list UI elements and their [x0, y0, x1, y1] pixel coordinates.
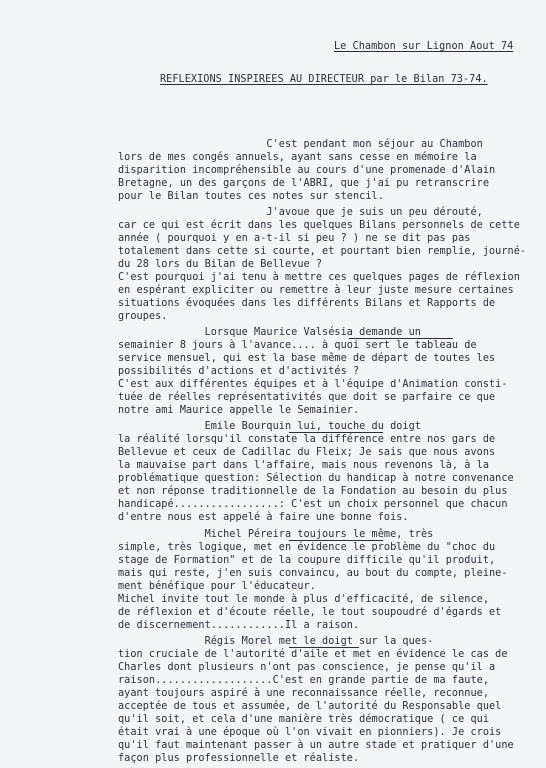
text-line: raison...................C'est en grande partie de ma faute,	[118, 675, 490, 686]
text-line: année ( pourquoi y en a-t-il si peu ? ) ne se dit pas pas	[118, 233, 471, 244]
text-line: en espérant expliciter ou remettre à leur juste mesure certaines	[118, 285, 514, 296]
document-title: REFLEXIONS INSPIREES AU DIRECTEUR par le Bilan 73-74.	[160, 74, 488, 85]
text-line: car ce qui est écrit dans les quelques Bilans personnels de cette	[118, 220, 520, 231]
text-line: et non réponse traditionnelle de la Fondation au besoin du plus	[118, 486, 508, 497]
text-line: service mensuel, qui est la base même de départ de toutes les	[118, 353, 496, 364]
text-line: notre ami Maurice appelle le Semainier.	[118, 405, 360, 416]
header-location-date: Le Chambon sur Lignon Aout 74	[334, 41, 514, 52]
text-line: situations évoquées dans les différents Bilans et Rapports de	[118, 298, 496, 309]
text-line: tion cruciale de l'autorité d'aile et met en évidence le cas de	[118, 649, 508, 660]
text-line: Lorsque Maurice Valsésia demande un	[118, 327, 421, 338]
text-line: du 28 lors du Bilan de Bellevue ?	[118, 259, 323, 270]
text-line: J'avoue que je suis un peu dérouté,	[118, 207, 483, 218]
text-line: tuée de réelles représentativités que doit se parfaire ce que	[118, 392, 496, 403]
text-line: Bretagne, un des garçons de l'ABRI, que j'ai pu retranscrire	[118, 178, 490, 189]
text-line: lors de mes congés annuels, ayant sans cesse en mémoire la	[118, 152, 477, 163]
text-line: totalement dans cette si courte, et pourtant bien remplie, journé-	[118, 246, 527, 257]
text-line: stage de Formation" et de la coupure difficile qu'il produit,	[118, 555, 496, 566]
underline-emile	[289, 432, 383, 433]
text-line: Michel invite tout le monde à plus d'efficacité, de silence,	[118, 594, 490, 605]
text-line: Charles dont plusieurs n'ont pas conscience, je pense qu'il a	[118, 662, 496, 673]
text-line: de réflexion et d'écoute réelle, le tout soupoudré d'égards et	[118, 607, 502, 618]
underline-regis	[289, 647, 359, 648]
text-line: C'est aux différentes équipes et à l'équipe d'Animation consti-	[118, 379, 508, 390]
text-line: problématique question: Sélection du handicap à notre convenance	[118, 473, 514, 484]
underline-maurice	[349, 338, 453, 339]
text-line: groupes.	[118, 311, 168, 322]
text-line: façon plus professionnelle et réaliste.	[118, 753, 360, 764]
underline-michel	[289, 540, 383, 541]
text-line: qu'il soit, et cela d'une manière très démocratique ( ce qui	[118, 714, 490, 725]
text-line: Michel Péreira toujours le même, très	[118, 529, 434, 540]
text-line: acceptée de tous et assumée, de l'autorité du Responsable quel	[118, 701, 502, 712]
text-line: C'est pendant mon séjour au Chambon	[118, 139, 483, 150]
text-line: semainier 8 jours à l'avance.... à quoi sert le tableau de	[118, 340, 477, 351]
text-line: ayant toujours aspiré à une reconnaissance réelle, reconnue,	[118, 688, 490, 699]
text-line: la mauvaise part dans l'affaire, mais nous revenons là, à la	[118, 460, 490, 471]
text-line: était vrai à une époque où l'on vivait en pionniers). Je crois	[118, 727, 502, 738]
text-line: pour le Bilan toutes ces notes sur stencil.	[118, 191, 384, 202]
text-line: simple, très logique, met en évidence le problème du "choc du	[118, 542, 496, 553]
text-line: Régis Morel met le doigt sur la ques-	[118, 636, 434, 647]
text-line: disparition incompréhensible au cours d'une promenade d'Alain	[118, 165, 496, 176]
text-line: handicapé.................: C'est un choix personnel que chacun	[118, 499, 508, 510]
text-line: qu'il faut maintenant passer à un autre stade et pratiquer d'une	[118, 740, 514, 751]
text-line: la réalité lorsqu'il constate la différence entre nos gars de	[118, 434, 496, 445]
text-line: C'est pourquoi j'ai tenu à mettre ces quelques pages de réflexion	[118, 272, 520, 283]
text-line: Bellevue et ceux de Cadillac du Fleix; Je sais que nous avons	[118, 447, 496, 458]
text-line: de discernement............Il a raison.	[118, 620, 360, 631]
text-line: possibilités d'actions et d'activités ?	[118, 366, 360, 377]
text-line: ment bénéfique pour l'éducateur.	[118, 581, 316, 592]
text-line: d'entre nous est appelé à faire une bonne fois.	[118, 512, 409, 523]
text-line: Emile Bourquin lui, touche du doigt	[118, 421, 421, 432]
text-line: mais qui reste, j'en suis convaincu, au bout du compte, pleine-	[118, 568, 508, 579]
